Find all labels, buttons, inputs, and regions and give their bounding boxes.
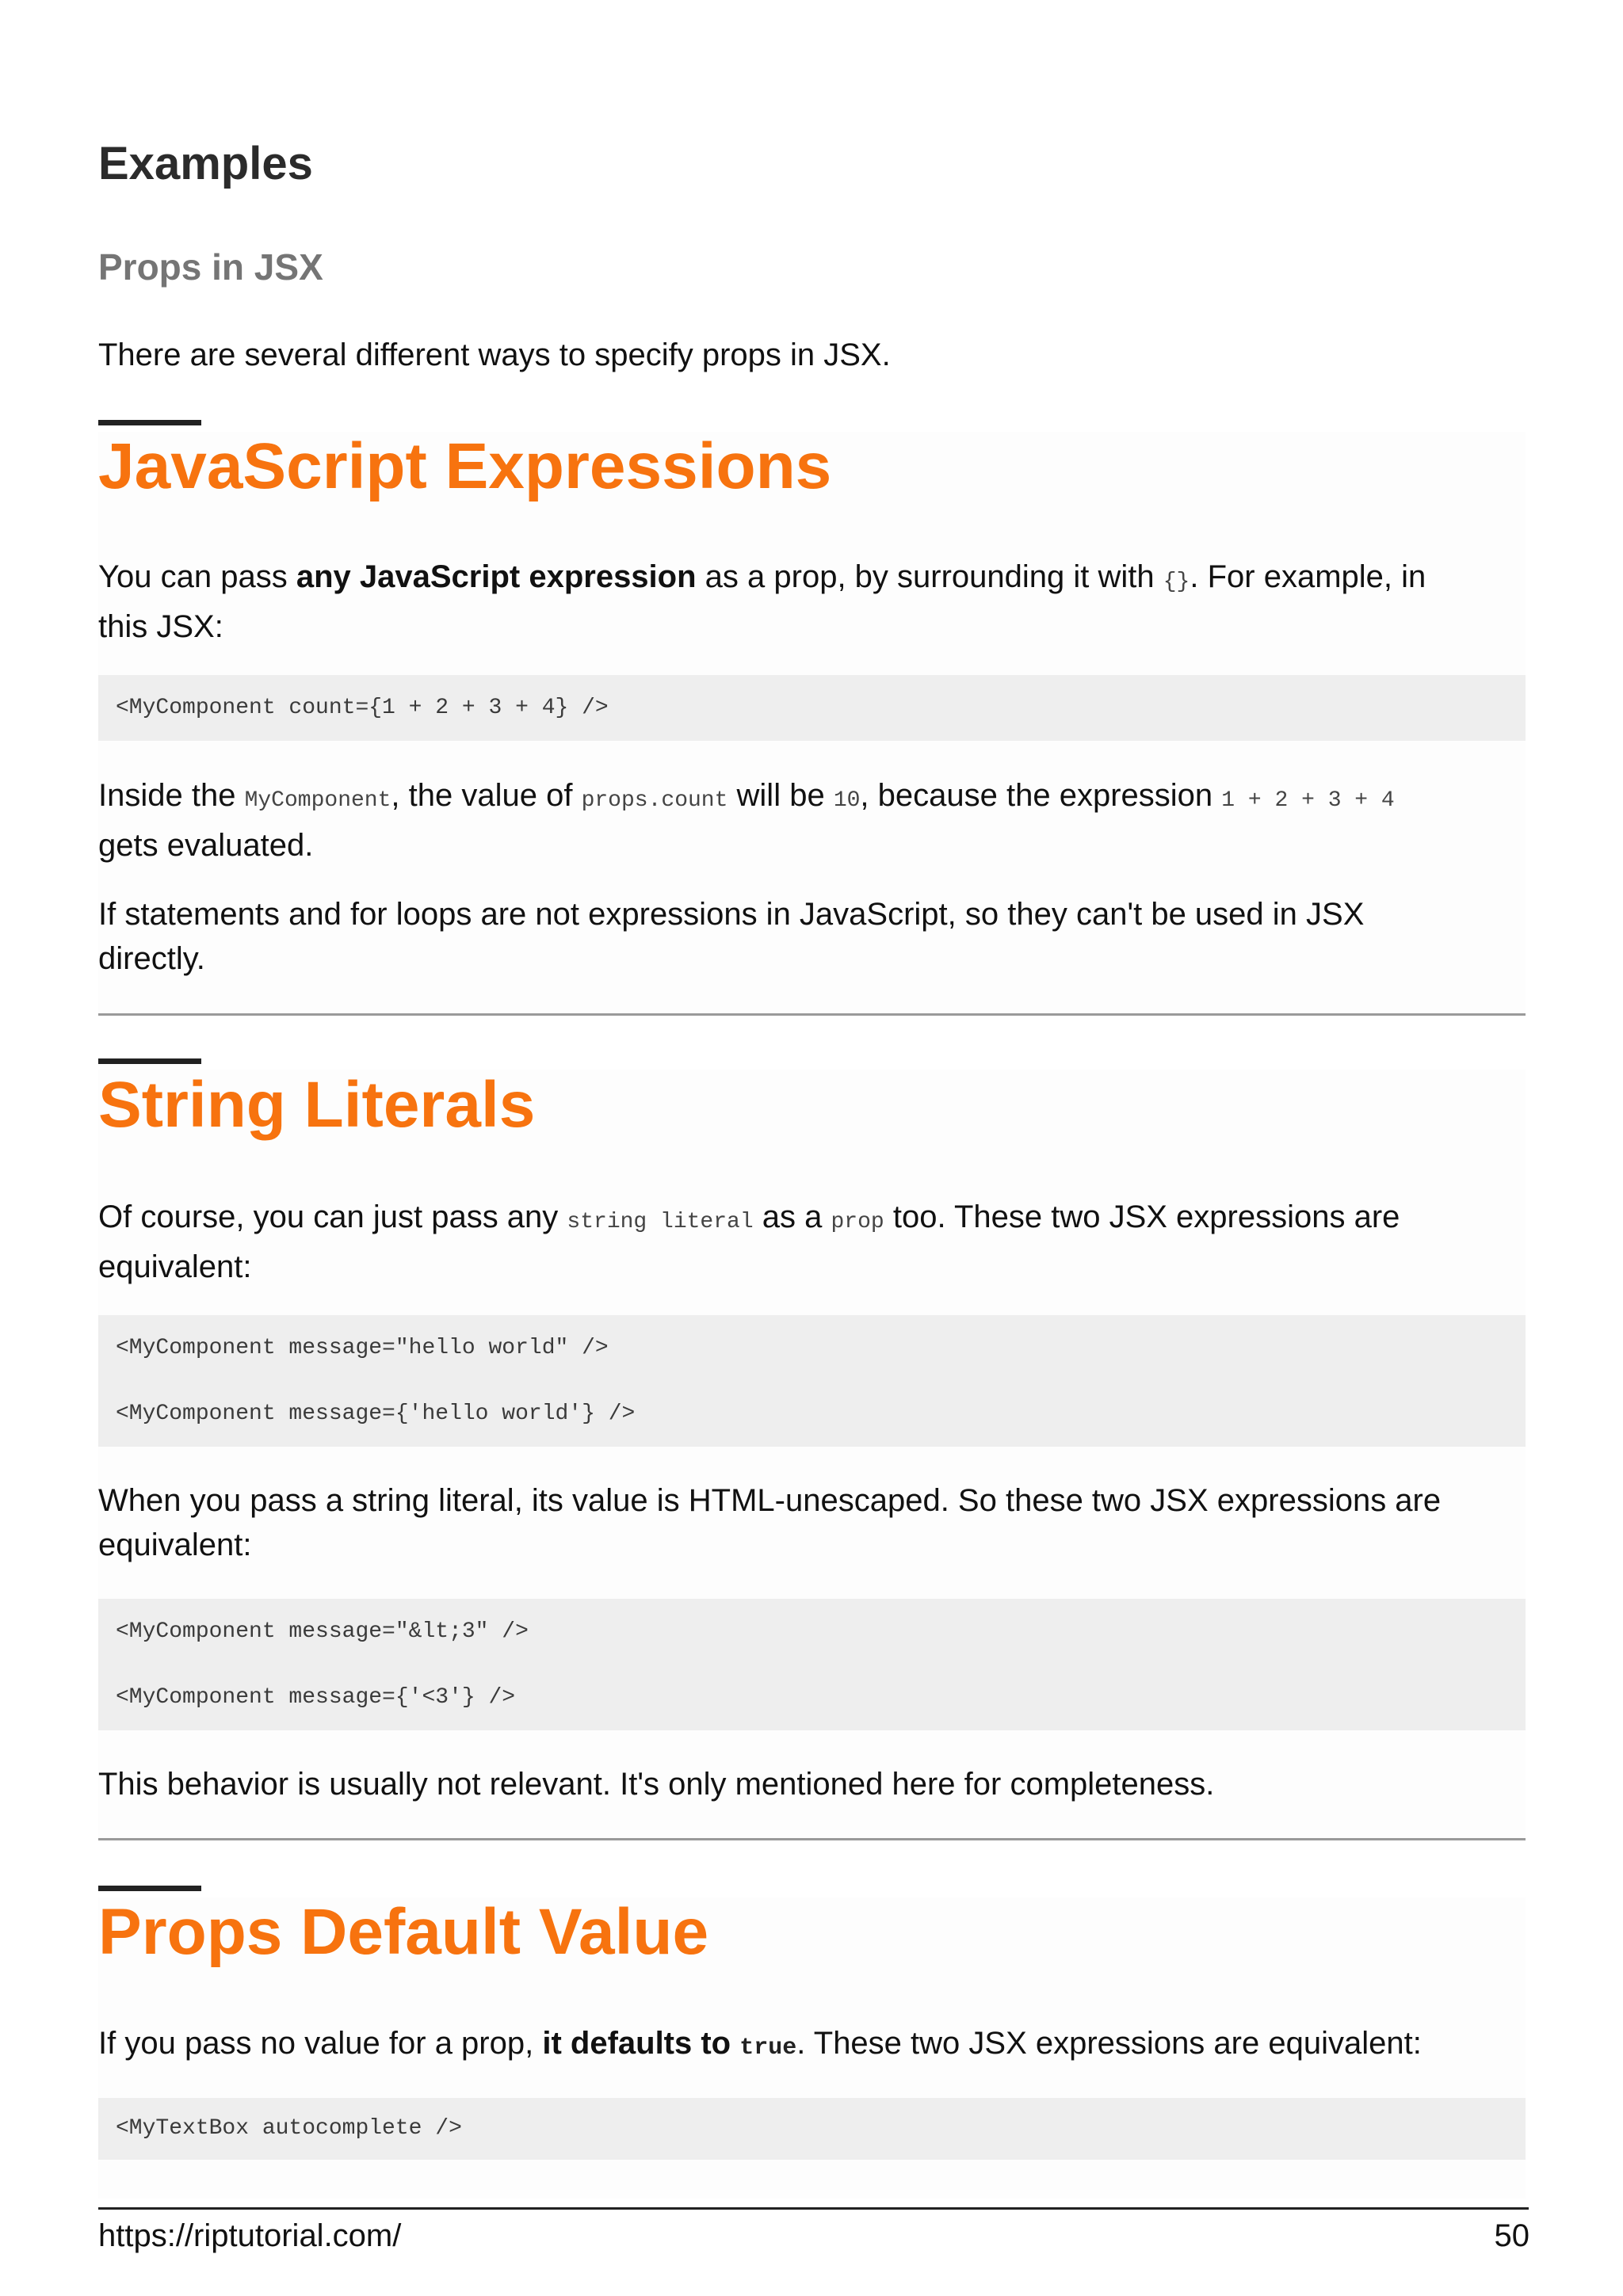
string-literals-paragraph-3: This behavior is usually not relevant. It's only mentioned here for completeness. [98,1767,1215,1802]
props-in-jsx-heading: Props in JSX [98,246,323,288]
footer-rule [98,2207,1529,2210]
inline-code: 10 [833,788,861,813]
bold-text: any JavaScript expression [296,559,697,594]
props-in-jsx-intro: There are several different ways to specify props in JSX. [98,338,891,372]
section-divider [98,1013,1526,1016]
text: directly. [98,941,205,976]
js-expressions-paragraph-1 [98,555,1526,649]
text: too. These two JSX expressions are [884,1199,1400,1234]
code-line: <MyComponent message="hello world" /> [116,1336,609,1360]
section-divider [98,1838,1526,1840]
text: as a prop, by surrounding it with [696,559,1163,594]
bold-text: it defaults to [542,2026,740,2061]
inline-code: 1 + 2 + 3 + 4 [1221,788,1395,813]
code-block-textbox [98,2098,1526,2160]
code-line: <MyComponent message={'<3'} /> [116,1685,516,1710]
text: You can pass [98,559,296,594]
inline-code: string literal [567,1210,754,1234]
string-literals-paragraph-1 [98,1195,1526,1289]
inline-code: prop [831,1210,884,1234]
footer-url-link[interactable]: https://riptutorial.com/ [98,2218,402,2253]
code-line: <MyComponent count={1 + 2 + 3 + 4} /> [116,696,609,720]
props-default-title: Props Default Value [98,1896,709,1968]
js-expressions-bar [98,420,201,425]
code-line: <MyComponent message="&lt;3" /> [116,1619,529,1644]
js-expressions-title: JavaScript Expressions [98,430,832,502]
text: as a [753,1199,831,1234]
inline-code: {} [1163,570,1190,594]
text: equivalent: [98,1249,252,1284]
text: this JSX: [98,609,223,644]
string-literals-title: String Literals [98,1069,536,1141]
text: If you pass no value for a prop, [98,2026,543,2061]
text: Inside the [98,778,245,813]
props-default-paragraph-1 [98,2021,1526,2070]
code-line: <MyTextBox autocomplete /> [116,2116,462,2141]
inline-code: MyComponent [244,788,391,813]
string-literals-paragraph-2 [98,1478,1526,1567]
props-default-bar [98,1886,201,1891]
text: . For example, in [1190,559,1426,594]
inline-code: props.count [581,788,728,813]
text: , the value of [391,778,582,813]
inline-code: true [739,2035,797,2061]
code-block-hello-world [98,1315,1526,1447]
text: equivalent: [98,1527,252,1562]
page-number: 50 [1494,2218,1529,2253]
text: will be [727,778,834,813]
js-expressions-paragraph-3 [98,892,1526,981]
text: Of course, you can just pass any [98,1199,567,1234]
text: When you pass a string literal, its value is HTML-unescaped. So these two JSX expressions are [98,1483,1442,1518]
text: gets evaluated. [98,828,314,863]
js-expressions-paragraph-2 [98,773,1526,868]
code-block-lt3 [98,1599,1526,1730]
string-literals-bar [98,1058,201,1064]
examples-heading: Examples [98,138,313,189]
text: . These two JSX expressions are equivalent: [796,2026,1422,2061]
text: , because the expression [860,778,1222,813]
code-block-count [98,675,1526,741]
code-line: <MyComponent message={'hello world'} /> [116,1402,636,1426]
text: If statements and for loops are not expressions in JavaScript, so they can't be used in JSX [98,897,1365,932]
